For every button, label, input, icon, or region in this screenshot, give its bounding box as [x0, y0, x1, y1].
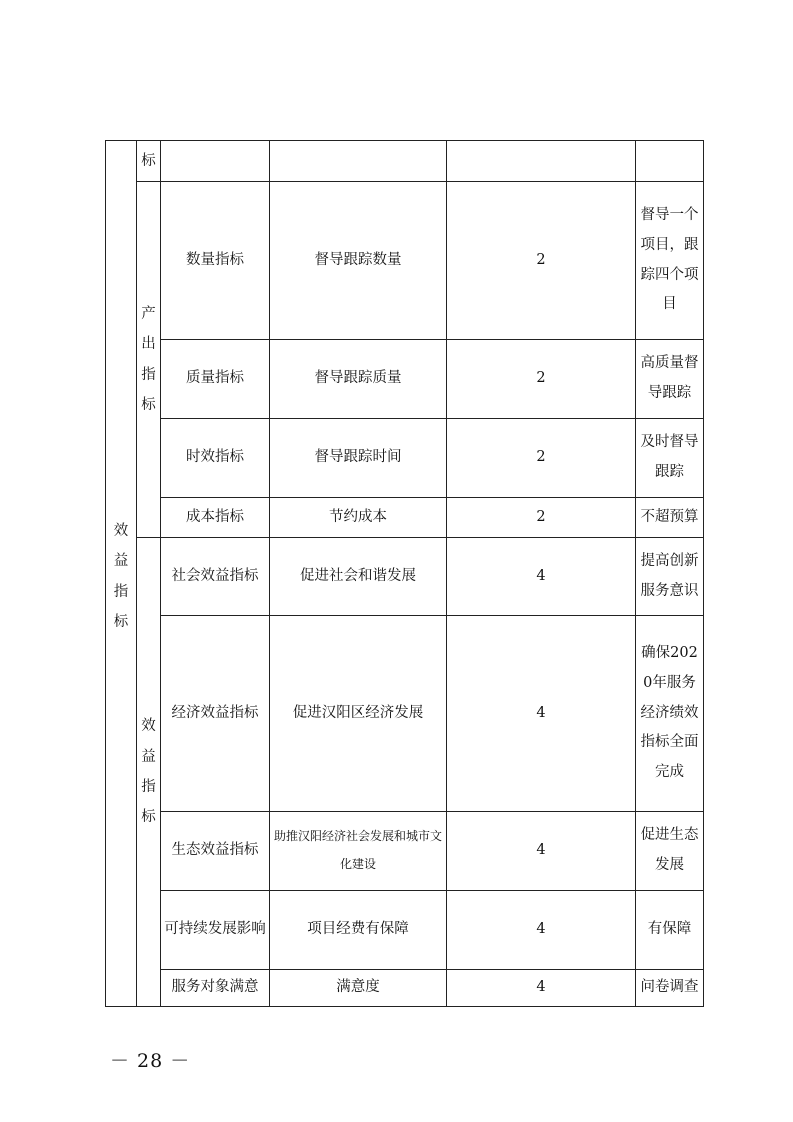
table-row — [106, 182, 704, 340]
indicator-name: 生态效益指标 — [161, 812, 270, 891]
indicator-score: 4 — [447, 970, 636, 1007]
indicator-score: 2 — [447, 498, 636, 538]
subcategory-cell-output-indicators: 产出指标 — [137, 182, 161, 538]
indicator-note: 督导一个项目，跟踪四个项目 — [636, 182, 704, 340]
subcategory-cell-benefit: 效益指标 — [137, 538, 161, 1007]
indicator-score: 4 — [447, 616, 636, 812]
table-row — [106, 340, 704, 419]
indicator-name: 时效指标 — [161, 419, 270, 498]
indicator-note: 高质量督导跟踪 — [636, 340, 704, 419]
performance-indicator-table — [105, 140, 704, 1007]
indicator-name: 服务对象满意 — [161, 970, 270, 1007]
indicator-name: 成本指标 — [161, 498, 270, 538]
indicator-score: 4 — [447, 538, 636, 616]
indicator-name: 可持续发展影响 — [161, 891, 270, 970]
indicator-note: 促进生态发展 — [636, 812, 704, 891]
indicator-name: 社会效益指标 — [161, 538, 270, 616]
indicator-detail: 满意度 — [270, 970, 447, 1007]
indicator-score: 4 — [447, 812, 636, 891]
table-row — [106, 616, 704, 812]
category-label: 效益指标 — [113, 522, 129, 630]
table-row — [106, 141, 704, 182]
page-number: － 28 － — [110, 1050, 191, 1072]
indicator-detail: 督导跟踪数量 — [270, 182, 447, 340]
note-cell — [636, 141, 704, 182]
indicator-note: 问卷调查 — [636, 970, 704, 1007]
table-row — [106, 498, 704, 538]
indicator-score: 2 — [447, 340, 636, 419]
detail-cell — [270, 141, 447, 182]
table-row — [106, 891, 704, 970]
table-row — [106, 970, 704, 1007]
indicator-detail: 促进社会和谐发展 — [270, 538, 447, 616]
indicator-note: 不超预算 — [636, 498, 704, 538]
indicator-name: 数量指标 — [161, 182, 270, 340]
indicator-name: 经济效益指标 — [161, 616, 270, 812]
indicator-name: 质量指标 — [161, 340, 270, 419]
indicator-score: 2 — [447, 419, 636, 498]
indicator-detail: 督导跟踪时间 — [270, 419, 447, 498]
indicator-note: 有保障 — [636, 891, 704, 970]
indicator-note: 确保2020年服务经济绩效指标全面完成 — [636, 616, 704, 812]
category-cell-benefit-indicators — [106, 141, 137, 1007]
indicator-detail: 促进汉阳区经济发展 — [270, 616, 447, 812]
table-row — [106, 538, 704, 616]
indicator-score: 4 — [447, 891, 636, 970]
indicator-detail: 项目经费有保障 — [270, 891, 447, 970]
table-row — [106, 419, 704, 498]
score-cell — [447, 141, 636, 182]
indicator-detail: 督导跟踪质量 — [270, 340, 447, 419]
indicator-score: 2 — [447, 182, 636, 340]
indicator-detail: 节约成本 — [270, 498, 447, 538]
indicator-cell — [161, 141, 270, 182]
subcategory-cell-continued: 标 — [137, 141, 161, 182]
indicator-detail: 助推汉阳经济社会发展和城市文化建设 — [270, 812, 447, 891]
indicator-note: 提高创新服务意识 — [636, 538, 704, 616]
indicator-note: 及时督导跟踪 — [636, 419, 704, 498]
table-row — [106, 812, 704, 891]
